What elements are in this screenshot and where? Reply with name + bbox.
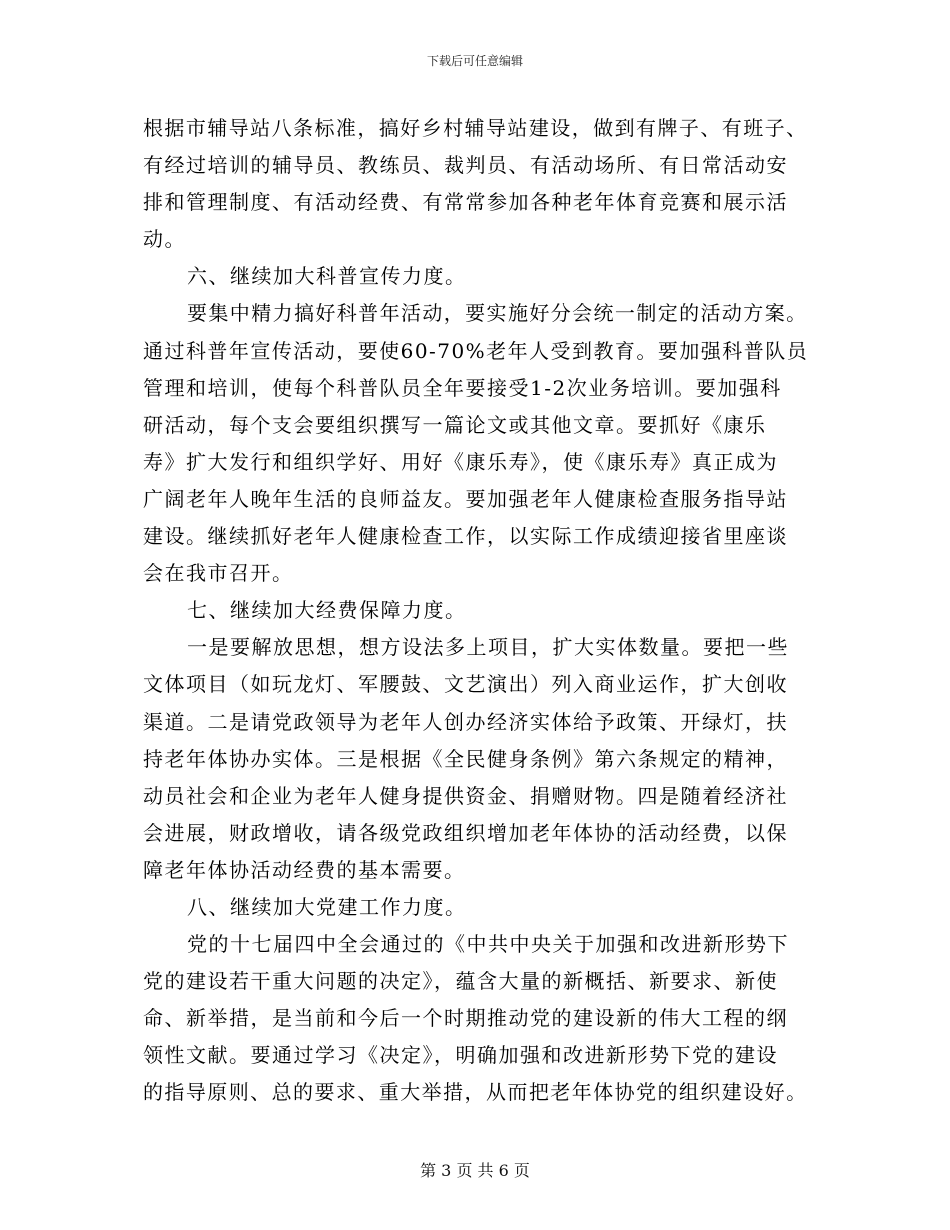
paragraph-first-line: 党的十七届四中全会通过的《中共中央关于加强和改进新形势下 (187, 932, 789, 957)
text-line: 文体项目（如玩龙灯、军腰鼓、文艺演出）列入商业运作，扩大创收 (143, 672, 788, 697)
text-line: 持老年体协办实体。三是根据《全民健身条例》第六条规定的精神， (143, 746, 788, 771)
document-body (143, 110, 808, 1112)
text-line: 渠道。二是请党政领导为老年人创办经济实体给予政策、开绿灯，扶 (143, 709, 788, 734)
text-line: 通过科普年宣传活动，要使60-70%老年人受到教育。要加强科普队员 (143, 338, 809, 363)
text-line: 党的建设若干重大问题的决定》，蕴含大量的新概括、新要求、新使 (143, 969, 778, 994)
text-line: 动员社会和企业为老年人健身提供资金、捐赠财物。四是随着经济社 (143, 783, 788, 808)
text-line: 会在我市召开。 (143, 561, 294, 586)
paragraph-first-line: 一是要解放思想，想方设法多上项目，扩大实体数量。要把一些 (187, 635, 789, 660)
text-line: 排和管理制度、有活动经费、有常常参加各种老年体育竞赛和展示活 (143, 190, 788, 215)
text-line: 命、新举措，是当前和今后一个时期推动党的建设新的伟大工程的纲 (143, 1006, 788, 1031)
text-line: 寿》扩大发行和组织学好、用好《康乐寿》，使《康乐寿》真正成为 (143, 449, 778, 474)
page-footer: 第 3 页 共 6 页 (420, 1161, 530, 1180)
text-line: 动。 (143, 227, 186, 252)
text-line: 领性文献。要通过学习《决定》，明确加强和改进新形势下党的建设 (143, 1043, 778, 1068)
text-line: 的指导原则、总的要求、重大举措，从而把老年体协党的组织建设好。 (143, 1080, 808, 1105)
text-line: 有经过培训的辅导员、教练员、裁判员、有活动场所、有日常活动安 (143, 153, 788, 178)
paragraph-first-line: 八、继续加大党建工作力度。 (187, 894, 467, 919)
text-line: 建设。继续抓好老年人健康检查工作，以实际工作成绩迎接省里座谈 (143, 524, 788, 549)
text-line: 广阔老年人晚年生活的良师益友。要加强老年人健康检查服务指导站 (143, 486, 788, 511)
paragraph-first-line: 七、继续加大经费保障力度。 (187, 598, 467, 623)
page-header: 下载后可任意编辑 (426, 54, 523, 68)
text-line: 会进展，财政增收，请各级党政组织增加老年体协的活动经费，以保 (143, 820, 788, 845)
paragraph-first-line: 要集中精力搞好科普年活动，要实施好分会统一制定的活动方案。 (187, 301, 808, 326)
text-line: 研活动，每个支会要组织撰写一篇论文或其他文章。要抓好《康乐 (143, 412, 767, 437)
text-line: 障老年体协活动经费的基本需要。 (143, 857, 466, 882)
text-line: 管理和培训，使每个科普队员全年要接受1-2次业务培训。要加强科 (143, 375, 782, 400)
text-line: 根据市辅导站八条标准，搞好乡村辅导站建设，做到有牌子、有班子、 (143, 116, 808, 140)
paragraph-first-line: 六、继续加大科普宣传力度。 (187, 264, 467, 289)
